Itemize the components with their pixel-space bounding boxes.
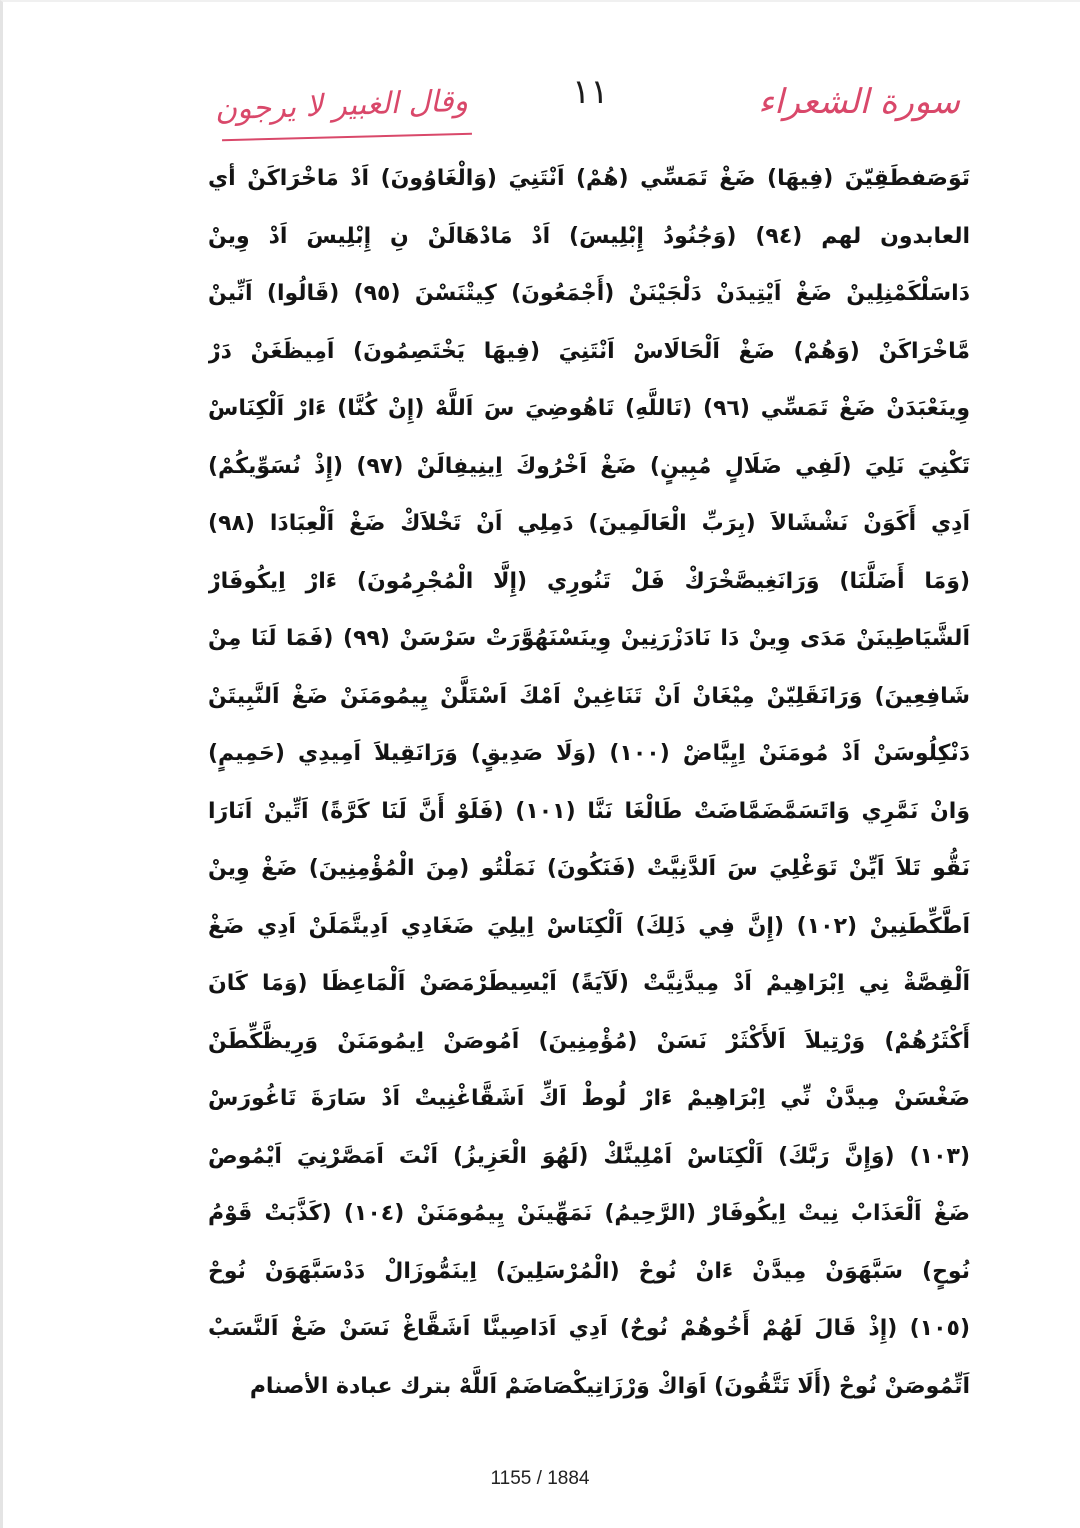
text-line: العابدون لهم (٩٤) (وَجُنُودُ إِبْلِيسَ) اَدْ مَادْهَالَنْ نِ إِبْلِيسَ اَدْ وِينْ xyxy=(208,223,970,249)
text-line: ضَغْسَنْ مِيدَّنْ نِّي اِبْرَاهِيمْ ءَارْ لُوطْ اَكِّ اَشَقَّاغْنِيتْ اَدْ سَارَةَ تَاغُورَسْ xyxy=(208,1086,970,1111)
text-line: اَلشَّيَاطِينَنْ مَدَى وِينْ دَا نَادَزْرَنِينْ وِينَسْنَهُوَّرَتْ سَرْسَنْ (٩٩) (فَمَا لَنَا مِنْ xyxy=(208,626,970,651)
page-header xyxy=(0,0,1080,150)
text-line: وِينَعْبَدَنْ ضَغْ تَمَسِّي (٩٦) (تَاللَّهِ) تَاهُوضِيَ سَ اَللَّهْ (إِنْ كُنَّا) ءَارْ اَلْكِنَاسْ xyxy=(208,396,970,421)
text-line: (١٠٣) (وَإِنَّ رَبَّكَ) اَلْكِنَاسْ اَمْلِينَّكْ (لَهُوَ الْعَزِيزُ) اَنْتَ اَمَصَّرْنِيَ اَيْمُوصْ xyxy=(208,1143,970,1169)
text-line: تَكْنِيَ نَلِيَ (لَفِي ضَلَالٍ مُبِينٍ) ضَغْ اَخْرُوكَ اِينِيفِالَنْ (٩٧) (إِذْ نُسَوِّيكُمْ) xyxy=(208,453,970,479)
text-line: اَلْقِصَّةْ نِي اِبْرَاهِيمْ اَدْ مِيدَّنِيَّتْ (لَآيَةً) اَيْسِيطَرْمَصَنْ اَلْمَاعِظَا (وَمَا كَانَ xyxy=(208,971,970,996)
text-line: أَكْثَرُهُمْ) وَرْتِيلاَ اَلأَكْثَرْ نَسَنْ (مُؤْمِنِينَ) اَمُوصَنْ اِيمُومَنَنْ وَرِيظَّكِّطَنْ xyxy=(208,1028,970,1054)
text-line: اَطَّكِّطَنِينْ (١٠٢) (إِنَّ فِي ذَلِكَ) اَلْكِنَاسْ اِيلِيَ ضَغَادِي اَدِيتَّمَلَنْ اَدِي ضَغْ xyxy=(208,913,970,939)
handwritten-note: وقال الغبير لا يرجون xyxy=(214,83,469,128)
text-line: مَّاخْرَاكَنْ (وَهُمْ) ضَغْ اَلْحَالَاسْ اَنْتَنِيَ (فِيهَا يَخْتَصِمُونَ) اَمِيظَغَنْ دَرْ xyxy=(208,338,970,364)
text-line: وَانْ نَمَّرِي وَاتَسَمَّضَمَّاضَتْ طَالْغَا نَنَّا (١٠١) (فَلَوْ أَنَّ لَنَا كَرَّةً) اَتِّينْ اَنَارَا xyxy=(208,798,970,824)
note-underline xyxy=(222,133,472,142)
page-number: ١١ xyxy=(572,72,609,112)
text-line: شَافِعِينَ) وَرَانَقَلِيّنْ مِيْغَانْ اَنْ تَنَاغِينْ اَمْكَ اَسْتَلَّنْ يِيمُومَنَنْ ضَغْ اَلنَّبِيتَنْ xyxy=(208,683,970,709)
text-line: (١٠٥) (إِذْ قَالَ لَهُمْ أَخُوهُمْ نُوحٌ) اَدِي اَدَاصِينَّا اَشَقَّاغْ نَسَنْ ضَغْ اَلنَّسَبْ xyxy=(208,1316,970,1341)
surah-title-handwritten: سورة الشعراء xyxy=(758,82,960,122)
text-line: نُوحٍ) سَبَّهَوَنْ مِيدَّنْ ءَانْ نُوحْ (الْمُرْسَلِينَ) اِينَمُّوزَالْ دَدْسَبَّهَوَنْ نُوحْ xyxy=(208,1258,970,1284)
document-body xyxy=(208,150,970,1415)
text-line: دَاسَلْكَمْنِلِينْ ضَغْ اَيْتِيدَنْ دَلْجَيْنَنْ (أَجْمَعُونَ) كِيتْنَسْنَ (٩٥) (قَالُوا) اَنِّينْ xyxy=(208,281,970,306)
text-line: ضَغْ اَلْعَذَابْ نِيتْ اِيكُوفَارْ (الرَّحِيمُ) نَمَهِّينَنْ يِيمُومَنَنْ (١٠٤) (كَذَّبَتْ قَوْمُ xyxy=(208,1201,970,1226)
page-counter: 1155 / 1884 xyxy=(490,1468,590,1489)
text-line: تَوَصَفطَقِيّنَ (فِيهَا) ضَغْ تَمَسِّي (هُمْ) اَنْتَنِيَ (وَالْغَاوُونَ) اَدْ مَاخْرَاكَنْ أي xyxy=(208,166,970,191)
text-line: اَدِي أَكَوَنْ نَشْشَالاَ (بِرَبِّ الْعَالَمِينَ) دَمِلِي اَنْ تَخْلاَكْ ضَغْ اَلْعِبَادَا (٩٨) xyxy=(208,511,970,536)
text-line: اَتِّمُوصَنْ نُوحْ (أَلَا تَتَّقُونَ) اَوَاكْ وَرْزَاتِيكْصَاضَمْ اَللَّهْ بترك عبادة الأصنام xyxy=(249,1373,970,1399)
text-line: (وَمَا أَضَلَّنَا) وَرَانَغِيصَّخْرَكْ فَلْ تَنُورِي (إِلَّا الْمُجْرِمُونَ) ءَارْ اِيكُوفَارْ xyxy=(208,568,970,594)
text-line: نَقُّو تَلاَ اَيِّنْ تَوَغْلِيَ سَ اَلدَّنِيَّتْ (فَنَكُونَ) نَمَلْتُو (مِنَ الْمُؤْمِنِينَ) ضَغْ وِينْ xyxy=(208,856,970,881)
text-line: دَنْكِلُوسَنْ اَدْ مُومَنَنْ اِيِيَّاضْ (١٠٠) (وَلَا صَدِيقٍ) وَرَانَقِيلاَ اَمِيدِي (حَمِيمٍ) xyxy=(208,741,970,766)
